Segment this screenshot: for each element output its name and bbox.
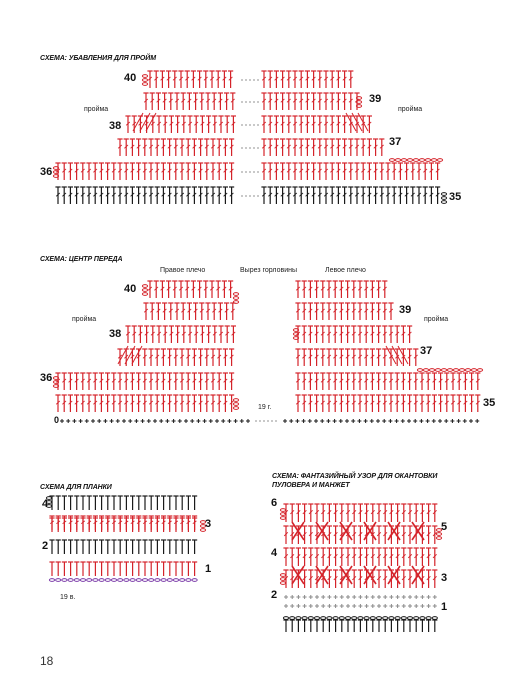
- right-shoulder-label: Правое плечо: [160, 267, 206, 274]
- diagram2-title: СХЕМА: ЦЕНТР ПЕРЕДА: [40, 256, 123, 263]
- diagram2-armhole-left-label: пройма: [72, 316, 97, 323]
- diagram3-title: СХЕМА ДЛЯ ПЛАНКИ: [40, 484, 112, 491]
- diagram2-row-38: 38: [109, 328, 122, 340]
- diagram2-row-36: 36: [40, 372, 53, 384]
- diagram1-row-39: 39: [369, 93, 382, 105]
- diagram3-stitch-note: 19 в.: [60, 594, 76, 601]
- diagram2-start-mark: 0: [54, 415, 60, 425]
- diagram4-row-2: 2: [271, 589, 278, 601]
- diagram2-row-37: 37: [420, 345, 433, 357]
- diagram1-title: СХЕМА: УБАВЛЕНИЯ ДЛЯ ПРОЙМ: [40, 55, 156, 62]
- diagram1-row-35: 35: [449, 191, 462, 203]
- diagram4-title-line2: ПУЛОВЕРА И МАНЖЕТ: [272, 482, 350, 489]
- diagram1-row-38: 38: [109, 120, 122, 132]
- diagram1-armhole-left-label: пройма: [84, 106, 109, 113]
- diagram4-row-4: 4: [271, 547, 278, 559]
- diagram4-row-1: 1: [441, 601, 448, 613]
- diagram1-row-40: 40: [124, 72, 137, 84]
- diagram3-row-2: 2: [42, 540, 49, 552]
- diagram1-armhole-right-label: пройма: [398, 106, 423, 113]
- diagram3-row-3: 3: [205, 518, 212, 530]
- neckline-label: Вырез горловины: [240, 267, 298, 274]
- diagram4-row-6: 6: [271, 497, 278, 509]
- diagram2-stitch-note: 19 г.: [258, 404, 272, 411]
- diagram4-title-line1: СХЕМА: ФАНТАЗИЙНЫЙ УЗОР ДЛЯ ОКАНТОВКИ: [272, 473, 438, 480]
- diagram2-row-39: 39: [399, 304, 412, 316]
- diagram2-row-35: 35: [483, 397, 496, 409]
- left-shoulder-label: Левое плечо: [325, 267, 366, 274]
- diagram4-row-3: 3: [441, 572, 448, 584]
- diagram1-row-36: 36: [40, 166, 53, 178]
- diagram2-row-40: 40: [124, 283, 137, 295]
- page-number: 18: [40, 654, 54, 668]
- diagram3-row-1: 1: [205, 563, 212, 575]
- diagram1-row-37: 37: [389, 136, 402, 148]
- diagram2-armhole-right-label: пройма: [424, 316, 449, 323]
- diagram3-row-4: 4: [42, 498, 49, 510]
- diagram4-row-5: 5: [441, 521, 448, 533]
